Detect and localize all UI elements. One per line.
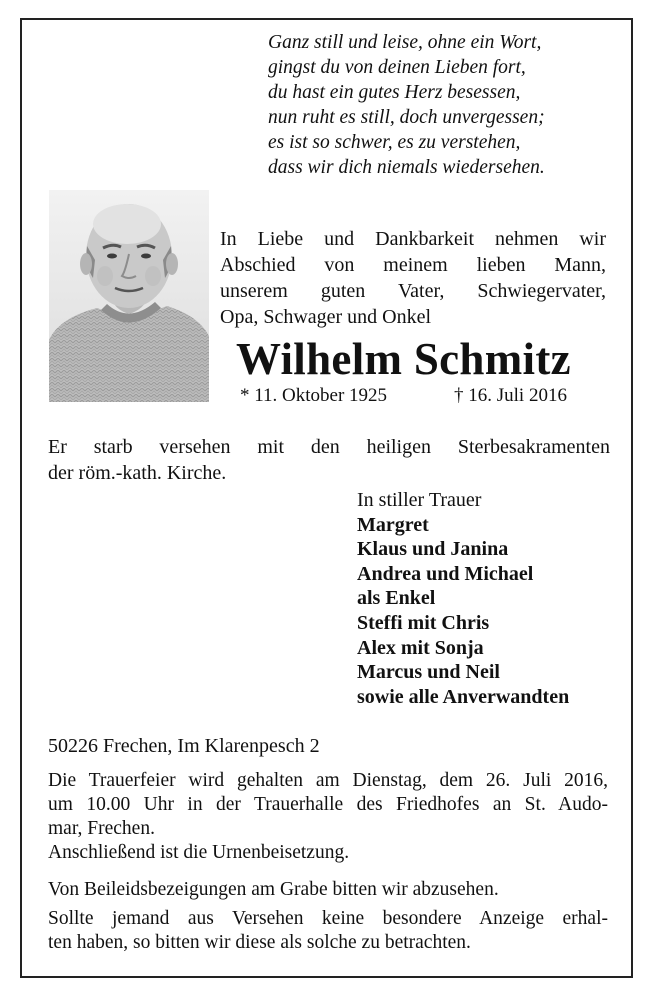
funeral-line: mar, Frechen. xyxy=(48,818,155,839)
closing-line: Sollte jemand aus Versehen keine besondere Anzeige erhal- xyxy=(48,908,608,929)
condolence-note xyxy=(48,878,608,902)
funeral-line: um 10.00 Uhr in der Trauerhalle des Friedhofes an St. Audo- xyxy=(48,794,608,815)
mourner-name: Margret xyxy=(357,513,429,536)
poem-line: Ganz still und leise, ohne ein Wort, xyxy=(268,32,542,53)
funeral-details xyxy=(48,769,608,865)
intro-line: unserem guten Vater, Schwiegervater, xyxy=(220,280,606,302)
mourner-name: als Enkel xyxy=(357,587,436,610)
intro-line: Opa, Schwager und Onkel xyxy=(220,306,432,328)
condolence-line: Von Beileidsbezeigungen am Grabe bitten wir abzusehen. xyxy=(48,879,499,900)
sacrament-note xyxy=(48,434,610,486)
poem-line: gingst du von deinen Lieben fort, xyxy=(268,57,526,78)
portrait-photo xyxy=(49,190,209,402)
portrait-photo-graphic xyxy=(49,190,209,402)
intro-line: In Liebe und Dankbarkeit nehmen wir xyxy=(220,228,606,250)
mourner-name: Klaus und Janina xyxy=(357,538,509,561)
mourners-list xyxy=(357,488,569,709)
poem-line: dass wir dich niemals wiedersehen. xyxy=(268,157,545,178)
deceased-name: Wilhelm Schmitz xyxy=(236,334,571,384)
intro-line: Abschied von meinem lieben Mann, xyxy=(220,254,606,276)
life-dates xyxy=(240,384,567,408)
mourner-name: Steffi mit Chris xyxy=(357,611,490,634)
funeral-line: Anschließend ist die Urnenbeisetzung. xyxy=(48,842,350,863)
funeral-line: Die Trauerfeier wird gehalten am Dienstag, dem 26. Juli 2016, xyxy=(48,770,608,791)
farewell-intro xyxy=(220,226,606,330)
poem-line: nun ruht es still, doch unvergessen; xyxy=(268,107,545,128)
closing-note xyxy=(48,907,608,955)
mourners-heading: In stiller Trauer xyxy=(357,489,482,511)
mourner-name: sowie alle Anverwandten xyxy=(357,685,570,708)
poem-line: du hast ein gutes Herz besessen, xyxy=(268,82,521,103)
poem-line: es ist so schwer, es zu verstehen, xyxy=(268,132,521,153)
memorial-poem xyxy=(268,30,618,180)
birth-date: * 11. Oktober 1925 xyxy=(240,385,388,406)
mourner-name: Marcus und Neil xyxy=(357,661,500,684)
mourner-name: Andrea und Michael xyxy=(357,562,534,585)
death-date: † 16. Juli 2016 xyxy=(454,385,567,406)
sacrament-line: der röm.-kath. Kirche. xyxy=(48,462,227,484)
family-address: 50226 Frechen, Im Klarenpesch 2 xyxy=(48,735,320,757)
closing-line: ten haben, so bitten wir diese als solche zu betrachten. xyxy=(48,932,471,953)
mourner-name: Alex mit Sonja xyxy=(357,636,484,659)
sacrament-line: Er starb versehen mit den heiligen Sterbesakramenten xyxy=(48,436,610,458)
